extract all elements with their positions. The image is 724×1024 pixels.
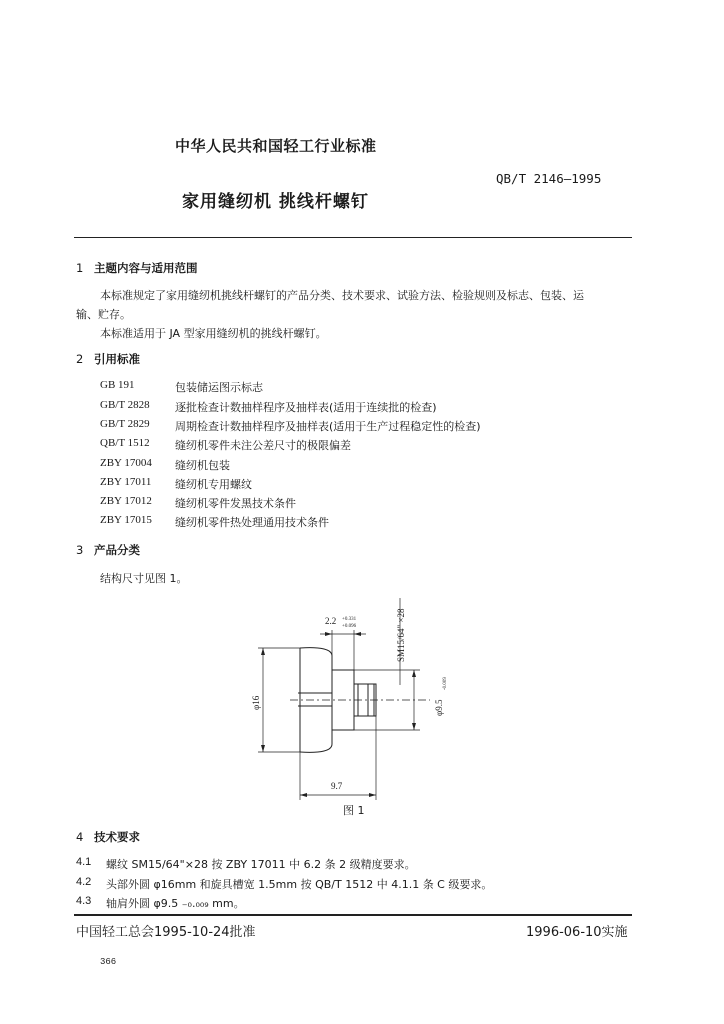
approval-info: 中国轻工总会1995-10-24批准 <box>76 925 256 940</box>
reference-code: ZBY 17011 <box>100 476 152 488</box>
dim-shoulder-tol-label: -0.009 <box>443 677 448 690</box>
section-1-number: 1 <box>76 261 84 275</box>
reference-code: GB 191 <box>100 379 135 391</box>
header-rule <box>74 237 632 238</box>
effective-date: 1996-06-10实施 <box>526 925 628 940</box>
dim-slot-tol-lower: +0.096 <box>342 624 357 629</box>
section-1-paragraph-1-cont: 输、贮存。 <box>76 308 131 321</box>
section-2-number: 2 <box>76 352 84 366</box>
arrow-slot-left <box>325 632 332 636</box>
reference-code: ZBY 17004 <box>100 457 152 469</box>
figure-1-caption: 图 1 <box>343 804 365 817</box>
requirement-text: 螺纹 SM15/64"×28 按 ZBY 17011 中 6.2 条 2 级精度要求。 <box>106 858 416 871</box>
reference-title: 逐批检查计数抽样程序及抽样表(适用于连续批的检查) <box>175 401 437 414</box>
reference-title: 缝纫机包装 <box>175 459 230 472</box>
dim-slot-label: 2.2 <box>325 616 337 626</box>
section-2-heading <box>76 351 140 367</box>
section-2-title: 引用标准 <box>94 352 140 366</box>
figure-1-drawing <box>230 590 470 800</box>
footer-rule <box>74 914 632 916</box>
dim-shoulder-dia-label: φ9.5 <box>434 699 444 716</box>
reference-code: ZBY 17015 <box>100 514 152 526</box>
dim-slot-tol-upper: +0.331 <box>342 617 357 622</box>
requirement-number: 4.2 <box>76 876 92 888</box>
arrow-head-dia-bottom <box>261 745 265 752</box>
section-4-number: 4 <box>76 830 84 844</box>
dim-head-dia-label: φ16 <box>251 695 261 710</box>
dim-thread-label: SM15/64" ×28 <box>396 608 406 662</box>
arrow-length-right <box>369 793 376 797</box>
section-3-heading <box>76 542 140 558</box>
reference-title: 缝纫机零件热处理通用技术条件 <box>175 516 329 529</box>
requirement-number: 4.1 <box>76 856 92 868</box>
reference-title: 包装储运图示标志 <box>175 381 263 394</box>
reference-code: ZBY 17012 <box>100 495 152 507</box>
issuing-organization: 中华人民共和国轻工行业标准 <box>175 137 377 155</box>
section-3-title: 产品分类 <box>94 543 140 557</box>
section-3-number: 3 <box>76 543 84 557</box>
standard-number: QB/T 2146—1995 <box>496 171 602 186</box>
section-1-heading <box>76 260 198 276</box>
section-1-title: 主题内容与适用范围 <box>94 261 198 275</box>
arrow-head-dia-top <box>261 648 265 655</box>
requirement-number: 4.3 <box>76 895 92 907</box>
arrow-slot-right <box>354 632 361 636</box>
section-4-heading <box>76 829 140 845</box>
requirement-text: 轴肩外圆 φ9.5 ₋₀.₀₀₉ mm。 <box>106 897 245 910</box>
page-number: 366 <box>100 957 117 967</box>
reference-code: GB/T 2829 <box>100 418 150 430</box>
section-1-paragraph-2: 本标准适用于 JA 型家用缝纫机的挑线杆螺钉。 <box>100 327 327 340</box>
section-1-paragraph-1: 本标准规定了家用缝纫机挑线杆螺钉的产品分类、技术要求、试验方法、检验规则及标志、包装、运 <box>100 289 584 302</box>
dim-length-label: 9.7 <box>331 781 343 791</box>
reference-title: 缝纫机专用螺纹 <box>175 478 252 491</box>
reference-code: GB/T 2828 <box>100 399 150 411</box>
reference-code: QB/T 1512 <box>100 437 150 449</box>
document-title: 家用缝纫机 挑线杆螺钉 <box>182 192 369 212</box>
arrow-shoulder-top <box>412 670 416 677</box>
reference-title: 缝纫机零件未注公差尺寸的极限偏差 <box>175 439 351 452</box>
reference-title: 周期检查计数抽样程序及抽样表(适用于生产过程稳定性的检查) <box>175 420 481 433</box>
requirement-text: 头部外圆 φ16mm 和旋具槽宽 1.5mm 按 QB/T 1512 中 4.1.1 条 C 级要求。 <box>106 878 493 891</box>
section-3-paragraph: 结构尺寸见图 1。 <box>100 572 188 585</box>
arrow-shoulder-bottom <box>412 723 416 730</box>
reference-title: 缝纫机零件发黑技术条件 <box>175 497 296 510</box>
arrow-length-left <box>300 793 307 797</box>
section-4-title: 技术要求 <box>94 830 140 844</box>
